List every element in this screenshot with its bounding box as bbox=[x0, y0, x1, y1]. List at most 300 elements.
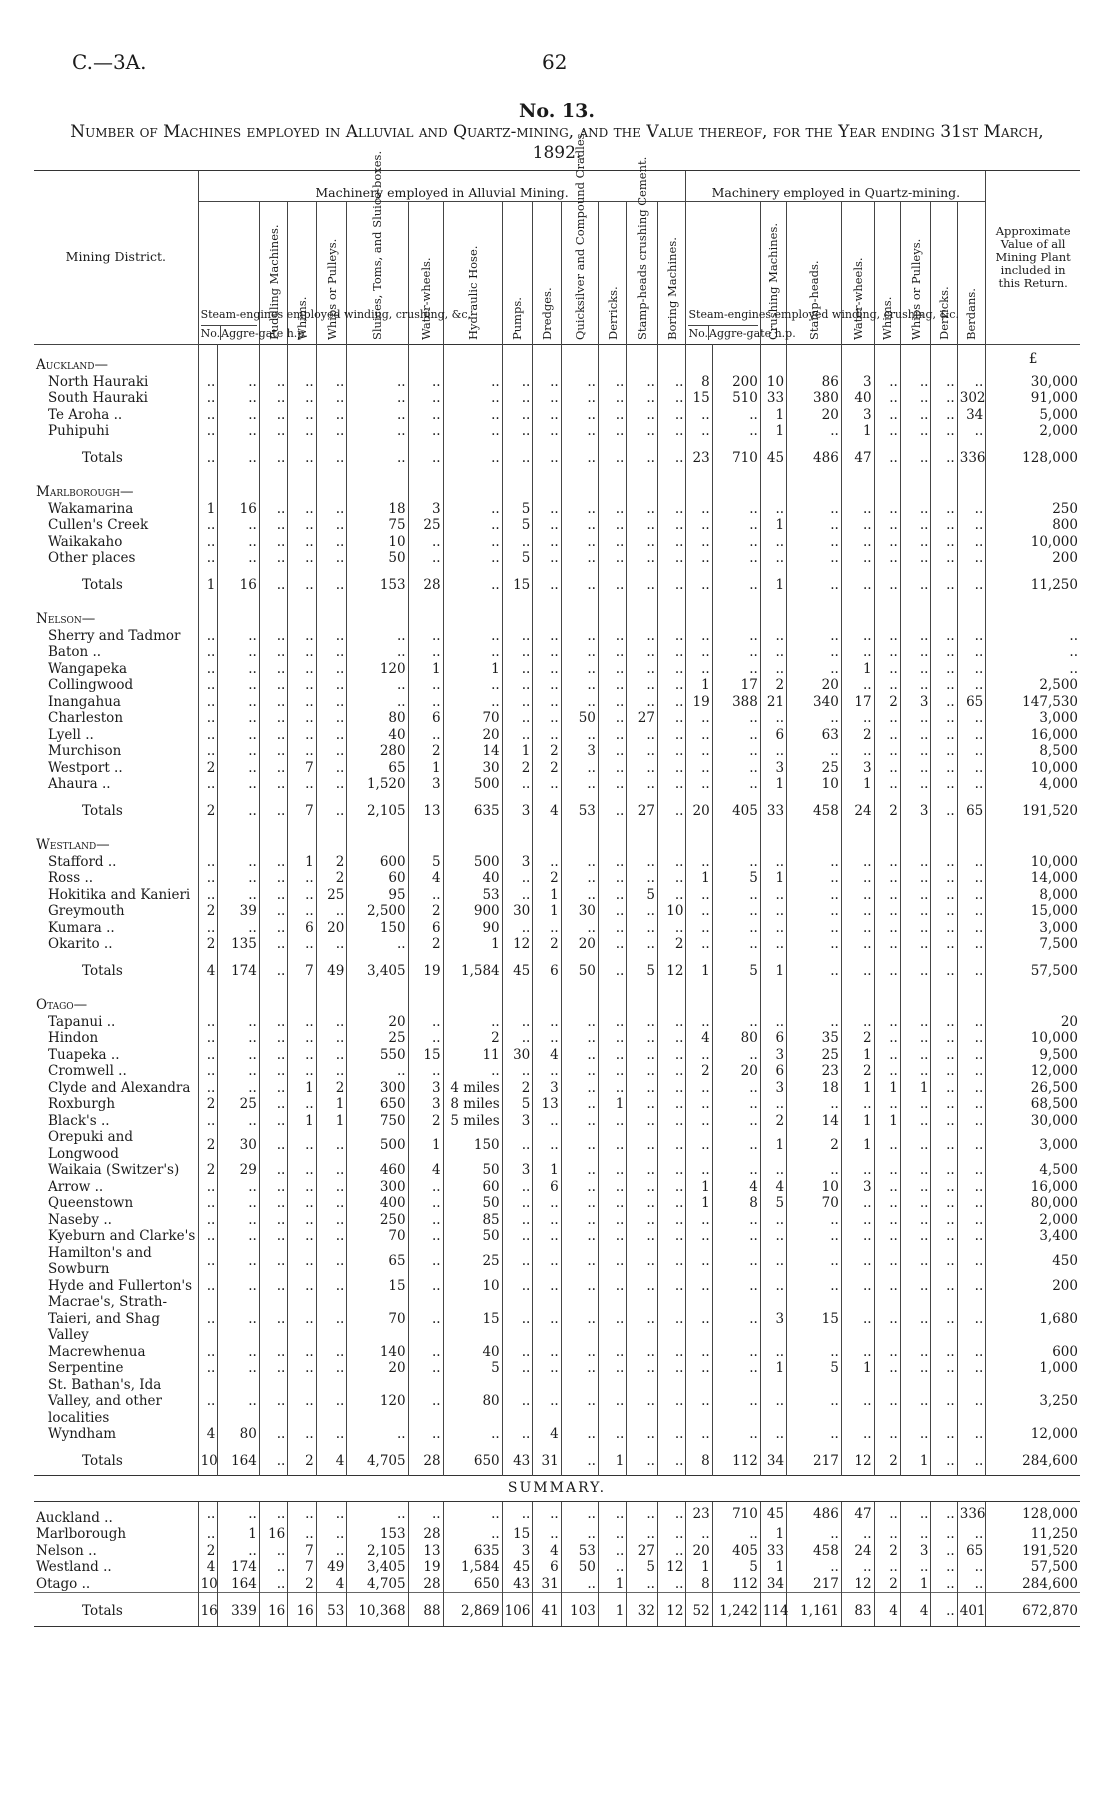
value-cell: 57,500 bbox=[986, 953, 1080, 986]
value-cell: .. bbox=[787, 517, 842, 534]
value-cell: .. bbox=[288, 1162, 316, 1179]
value-cell: .. bbox=[259, 760, 287, 777]
value-cell: 106 bbox=[502, 1593, 533, 1627]
value-cell: .. bbox=[931, 710, 957, 727]
value-cell: .. bbox=[787, 1162, 842, 1179]
value-cell: .. bbox=[347, 407, 408, 424]
value-cell: 191,520 bbox=[986, 1543, 1080, 1560]
value-cell: .. bbox=[288, 710, 316, 727]
value-cell: .. bbox=[218, 534, 260, 551]
empty-cell bbox=[561, 599, 598, 628]
value-cell: .. bbox=[259, 374, 287, 391]
value-cell: .. bbox=[316, 1278, 347, 1295]
value-cell: 95 bbox=[347, 887, 408, 904]
value-cell: .. bbox=[598, 677, 626, 694]
value-cell: .. bbox=[259, 423, 287, 440]
value-cell: 2 bbox=[841, 1030, 874, 1047]
value-cell: .. bbox=[259, 644, 287, 661]
value-cell: 120 bbox=[347, 1377, 408, 1427]
value-cell: .. bbox=[316, 1426, 347, 1443]
value-cell: 710 bbox=[712, 440, 760, 473]
table-row bbox=[34, 1096, 1080, 1113]
empty-cell bbox=[218, 825, 260, 854]
empty-cell bbox=[787, 599, 842, 628]
value-cell: 1 bbox=[760, 776, 786, 793]
value-cell: .. bbox=[787, 1426, 842, 1443]
value-cell: .. bbox=[686, 550, 712, 567]
value-cell: .. bbox=[627, 1443, 658, 1476]
value-cell: .. bbox=[561, 1096, 598, 1113]
value-cell: .. bbox=[931, 776, 957, 793]
value-cell: .. bbox=[657, 550, 686, 567]
value-cell: .. bbox=[561, 1228, 598, 1245]
empty-cell bbox=[561, 345, 598, 374]
value-cell: .. bbox=[627, 1063, 658, 1080]
value-cell: .. bbox=[198, 1047, 218, 1064]
value-cell: .. bbox=[408, 1014, 443, 1031]
value-cell: .. bbox=[561, 1014, 598, 1031]
value-cell: .. bbox=[712, 743, 760, 760]
value-cell: .. bbox=[259, 1344, 287, 1361]
value-cell: 6 bbox=[760, 727, 786, 744]
value-cell: .. bbox=[900, 903, 931, 920]
value-cell: .. bbox=[900, 501, 931, 518]
empty-cell bbox=[900, 825, 931, 854]
value-cell: 4 bbox=[686, 1030, 712, 1047]
value-cell: .. bbox=[198, 1360, 218, 1377]
value-cell: .. bbox=[627, 567, 658, 600]
value-cell: 635 bbox=[443, 793, 502, 826]
value-cell: .. bbox=[288, 501, 316, 518]
value-cell: .. bbox=[598, 501, 626, 518]
table-row bbox=[34, 1030, 1080, 1047]
empty-cell bbox=[874, 345, 900, 374]
value-cell: .. bbox=[259, 1501, 287, 1526]
value-cell: .. bbox=[874, 390, 900, 407]
value-cell: .. bbox=[408, 1179, 443, 1196]
value-cell: 3 bbox=[502, 854, 533, 871]
value-cell: .. bbox=[316, 423, 347, 440]
value-cell: 6 bbox=[533, 1179, 561, 1196]
empty-cell bbox=[931, 472, 957, 501]
value-cell: .. bbox=[686, 517, 712, 534]
value-cell: .. bbox=[598, 1162, 626, 1179]
value-cell: .. bbox=[931, 694, 957, 711]
value-cell: .. bbox=[931, 644, 957, 661]
value-cell: .. bbox=[259, 1195, 287, 1212]
value-cell: .. bbox=[598, 953, 626, 986]
value-cell: 458 bbox=[787, 1543, 842, 1560]
value-cell: .. bbox=[218, 743, 260, 760]
value-cell: 25 bbox=[443, 1245, 502, 1278]
value-cell: 65 bbox=[347, 760, 408, 777]
value-cell: .. bbox=[533, 1113, 561, 1130]
value-cell: .. bbox=[316, 1014, 347, 1031]
value-cell: .. bbox=[316, 776, 347, 793]
value-cell: .. bbox=[787, 550, 842, 567]
empty-cell bbox=[561, 825, 598, 854]
district-cell: Wakamarina bbox=[48, 500, 134, 517]
value-cell: 1 bbox=[288, 1113, 316, 1130]
value-cell: .. bbox=[598, 440, 626, 473]
value-cell: .. bbox=[627, 644, 658, 661]
value-cell: .. bbox=[627, 1377, 658, 1427]
value-cell: 3 bbox=[841, 374, 874, 391]
value-cell: .. bbox=[561, 1344, 598, 1361]
value-cell: 16 bbox=[198, 1593, 218, 1627]
value-cell: .. bbox=[627, 1228, 658, 1245]
value-cell: .. bbox=[627, 694, 658, 711]
value-cell: .. bbox=[316, 661, 347, 678]
value-cell: 486 bbox=[787, 440, 842, 473]
value-cell: 3,405 bbox=[347, 1559, 408, 1576]
value-cell: 17 bbox=[841, 694, 874, 711]
value-cell: .. bbox=[686, 1228, 712, 1245]
table-row bbox=[34, 1212, 1080, 1229]
value-cell: .. bbox=[712, 1212, 760, 1229]
totals-row bbox=[34, 793, 1080, 826]
empty-cell bbox=[986, 599, 1080, 628]
value-cell: .. bbox=[874, 1047, 900, 1064]
value-cell: .. bbox=[874, 1245, 900, 1278]
value-cell: .. bbox=[259, 661, 287, 678]
value-cell: .. bbox=[874, 1526, 900, 1543]
value-cell: 7 bbox=[288, 760, 316, 777]
district-cell: Westland— bbox=[36, 837, 110, 853]
value-cell: .. bbox=[598, 1129, 626, 1162]
value-cell: 83 bbox=[841, 1593, 874, 1627]
value-cell: .. bbox=[561, 661, 598, 678]
value-cell: .. bbox=[874, 1195, 900, 1212]
value-cell: .. bbox=[259, 1559, 287, 1576]
value-cell: .. bbox=[657, 727, 686, 744]
value-cell: 60 bbox=[347, 870, 408, 887]
value-cell: .. bbox=[502, 661, 533, 678]
value-cell: 150 bbox=[443, 1129, 502, 1162]
value-cell: 1 bbox=[686, 677, 712, 694]
value-cell: 128,000 bbox=[986, 1501, 1080, 1526]
value-cell: 200 bbox=[986, 550, 1080, 567]
value-cell: .. bbox=[931, 854, 957, 871]
value-cell: .. bbox=[561, 677, 598, 694]
value-cell: 13 bbox=[533, 1096, 561, 1113]
value-cell: .. bbox=[598, 793, 626, 826]
value-cell: .. bbox=[347, 1426, 408, 1443]
value-cell: .. bbox=[316, 1501, 347, 1526]
value-cell: .. bbox=[957, 1047, 986, 1064]
value-cell: 2 bbox=[841, 1063, 874, 1080]
value-cell: .. bbox=[957, 644, 986, 661]
value-cell: .. bbox=[686, 887, 712, 904]
value-cell: .. bbox=[657, 501, 686, 518]
value-cell: 3,000 bbox=[986, 1129, 1080, 1162]
value-cell: 18 bbox=[347, 501, 408, 518]
value-cell: .. bbox=[874, 407, 900, 424]
value-cell: .. bbox=[900, 1014, 931, 1031]
value-cell: 1 bbox=[900, 1080, 931, 1097]
value-cell: 550 bbox=[347, 1047, 408, 1064]
value-cell: .. bbox=[259, 887, 287, 904]
value-cell: .. bbox=[900, 953, 931, 986]
value-cell: 53 bbox=[561, 1543, 598, 1560]
value-cell: .. bbox=[957, 1179, 986, 1196]
district-cell: Nelson— bbox=[36, 611, 96, 627]
value-cell: 4 bbox=[533, 1543, 561, 1560]
value-cell: .. bbox=[288, 903, 316, 920]
value-cell: .. bbox=[787, 1526, 842, 1543]
empty-cell bbox=[598, 345, 626, 374]
value-cell: 8 bbox=[686, 374, 712, 391]
value-cell: 16 bbox=[259, 1593, 287, 1627]
value-cell: 10 bbox=[198, 1443, 218, 1476]
value-cell: 2 bbox=[533, 760, 561, 777]
value-cell: 50 bbox=[443, 1228, 502, 1245]
value-cell: .. bbox=[712, 1113, 760, 1130]
value-cell: .. bbox=[627, 1080, 658, 1097]
empty-cell bbox=[443, 599, 502, 628]
value-cell: .. bbox=[686, 1113, 712, 1130]
value-cell: .. bbox=[931, 1096, 957, 1113]
value-cell: .. bbox=[900, 517, 931, 534]
table-row bbox=[34, 374, 1080, 391]
value-cell: .. bbox=[198, 407, 218, 424]
value-cell: .. bbox=[931, 1377, 957, 1427]
empty-cell bbox=[443, 472, 502, 501]
empty-cell bbox=[712, 345, 760, 374]
value-cell: .. bbox=[316, 1179, 347, 1196]
value-cell: .. bbox=[198, 1228, 218, 1245]
value-cell: .. bbox=[598, 567, 626, 600]
value-cell: .. bbox=[657, 1212, 686, 1229]
value-cell: .. bbox=[533, 1063, 561, 1080]
empty-cell bbox=[627, 345, 658, 374]
value-cell: 4,705 bbox=[347, 1443, 408, 1476]
value-cell: .. bbox=[408, 407, 443, 424]
value-cell: .. bbox=[874, 1377, 900, 1427]
value-cell: .. bbox=[900, 1360, 931, 1377]
value-cell: .. bbox=[561, 1443, 598, 1476]
value-cell: .. bbox=[657, 628, 686, 645]
empty-cell bbox=[957, 985, 986, 1014]
district-cell: Macrewhenua bbox=[48, 1343, 146, 1360]
value-cell: .. bbox=[841, 1559, 874, 1576]
value-cell: 280 bbox=[347, 743, 408, 760]
value-cell: .. bbox=[288, 743, 316, 760]
value-cell: .. bbox=[900, 1096, 931, 1113]
empty-cell bbox=[686, 472, 712, 501]
value-cell: 31 bbox=[533, 1443, 561, 1476]
value-cell: .. bbox=[259, 407, 287, 424]
value-cell: 400 bbox=[347, 1195, 408, 1212]
value-cell: .. bbox=[657, 854, 686, 871]
value-cell: .. bbox=[316, 1543, 347, 1560]
value-cell: .. bbox=[259, 501, 287, 518]
value-cell: .. bbox=[408, 1278, 443, 1295]
value-cell: .. bbox=[900, 1047, 931, 1064]
value-cell: 21 bbox=[760, 694, 786, 711]
district-cell: Kyeburn and Clarke's bbox=[48, 1228, 196, 1244]
value-cell: .. bbox=[533, 710, 561, 727]
value-cell: .. bbox=[986, 661, 1080, 678]
value-cell: .. bbox=[259, 953, 287, 986]
value-cell: .. bbox=[627, 776, 658, 793]
value-cell: .. bbox=[533, 1228, 561, 1245]
value-cell: .. bbox=[657, 1245, 686, 1278]
district-cell: Greymouth bbox=[48, 903, 125, 919]
value-cell: .. bbox=[288, 677, 316, 694]
value-cell: 2 bbox=[198, 793, 218, 826]
value-cell: .. bbox=[657, 1344, 686, 1361]
district-cell: Westport .. bbox=[48, 759, 123, 776]
value-cell: .. bbox=[686, 854, 712, 871]
value-cell: .. bbox=[931, 661, 957, 678]
district-cell: Okarito .. bbox=[48, 936, 113, 952]
empty-cell bbox=[787, 345, 842, 374]
value-cell: 15 bbox=[443, 1294, 502, 1344]
value-cell: .. bbox=[657, 870, 686, 887]
value-cell: 1 bbox=[841, 1080, 874, 1097]
value-cell: 3 bbox=[502, 1543, 533, 1560]
value-cell: .. bbox=[259, 727, 287, 744]
value-cell: .. bbox=[712, 1526, 760, 1543]
table-row bbox=[34, 1113, 1080, 1130]
value-cell: .. bbox=[316, 1212, 347, 1229]
value-cell: 2 bbox=[198, 1096, 218, 1113]
value-cell: 4 bbox=[316, 1576, 347, 1593]
value-cell: .. bbox=[598, 661, 626, 678]
value-cell: .. bbox=[627, 628, 658, 645]
value-cell: 302 bbox=[957, 390, 986, 407]
value-cell: .. bbox=[288, 694, 316, 711]
empty-cell bbox=[957, 825, 986, 854]
value-cell: .. bbox=[259, 1245, 287, 1278]
empty-cell bbox=[288, 472, 316, 501]
value-cell: 3 bbox=[533, 1080, 561, 1097]
value-cell: .. bbox=[259, 1030, 287, 1047]
table-row bbox=[34, 1129, 1080, 1162]
value-cell: .. bbox=[931, 1129, 957, 1162]
value-cell: .. bbox=[598, 1014, 626, 1031]
value-cell: .. bbox=[627, 760, 658, 777]
value-cell: .. bbox=[931, 407, 957, 424]
value-cell: .. bbox=[787, 501, 842, 518]
empty-cell bbox=[657, 825, 686, 854]
value-cell: .. bbox=[874, 374, 900, 391]
value-cell: .. bbox=[408, 677, 443, 694]
value-cell: 1 bbox=[760, 407, 786, 424]
value-cell: .. bbox=[218, 1377, 260, 1427]
value-cell: .. bbox=[657, 644, 686, 661]
summary-row bbox=[34, 1543, 1080, 1560]
value-cell: .. bbox=[712, 1426, 760, 1443]
value-cell: .. bbox=[900, 534, 931, 551]
value-cell: .. bbox=[598, 710, 626, 727]
value-cell: .. bbox=[443, 534, 502, 551]
value-cell: .. bbox=[931, 374, 957, 391]
alluvial-col-8-header bbox=[561, 129, 598, 345]
value-cell: .. bbox=[259, 920, 287, 937]
value-cell: .. bbox=[686, 1129, 712, 1162]
value-cell: .. bbox=[760, 1426, 786, 1443]
value-cell: .. bbox=[627, 1129, 658, 1162]
table-row bbox=[34, 1047, 1080, 1064]
value-cell: .. bbox=[259, 1294, 287, 1344]
value-cell: .. bbox=[288, 1278, 316, 1295]
alluvial-col-9-header-text: Derricks. bbox=[605, 286, 620, 340]
value-cell: .. bbox=[198, 854, 218, 871]
value-cell: .. bbox=[787, 644, 842, 661]
value-cell: 16 bbox=[288, 1593, 316, 1627]
value-cell: .. bbox=[259, 694, 287, 711]
value-cell: 14 bbox=[787, 1113, 842, 1130]
value-cell: 45 bbox=[760, 440, 786, 473]
value-cell: .. bbox=[657, 567, 686, 600]
table-row bbox=[34, 710, 1080, 727]
empty-cell bbox=[931, 345, 957, 374]
value-cell: 5 bbox=[712, 870, 760, 887]
value-cell: .. bbox=[957, 920, 986, 937]
value-cell: .. bbox=[198, 661, 218, 678]
value-cell: .. bbox=[533, 501, 561, 518]
totals-row bbox=[34, 1443, 1080, 1476]
value-cell: 47 bbox=[841, 440, 874, 473]
value-cell: 8 miles bbox=[443, 1096, 502, 1113]
value-cell: 380 bbox=[787, 390, 842, 407]
alluvial-col-1-header-text: Whims. bbox=[295, 296, 309, 340]
group-header-row bbox=[34, 472, 1080, 501]
value-cell: .. bbox=[598, 1113, 626, 1130]
value-cell: .. bbox=[502, 1360, 533, 1377]
value-cell: 1 bbox=[760, 517, 786, 534]
value-cell: .. bbox=[841, 1195, 874, 1212]
value-cell: .. bbox=[931, 743, 957, 760]
value-cell: .. bbox=[657, 1360, 686, 1377]
district-cell: Hokitika and Kanieri bbox=[48, 886, 191, 903]
table-row bbox=[34, 694, 1080, 711]
value-cell: 4 bbox=[198, 1559, 218, 1576]
value-cell: .. bbox=[657, 1543, 686, 1560]
empty-cell bbox=[502, 985, 533, 1014]
value-cell: .. bbox=[657, 1294, 686, 1344]
district-cell: Marlborough bbox=[36, 1526, 127, 1542]
value-cell: .. bbox=[533, 1129, 561, 1162]
value-cell: .. bbox=[931, 440, 957, 473]
value-cell: .. bbox=[533, 628, 561, 645]
alluvial-col-11-header-text: Boring Machines. bbox=[664, 237, 679, 340]
value-cell: .. bbox=[957, 743, 986, 760]
summary-header-row bbox=[34, 1476, 1080, 1502]
value-cell: 1 bbox=[900, 1576, 931, 1593]
value-cell: .. bbox=[957, 567, 986, 600]
value-cell: .. bbox=[598, 1063, 626, 1080]
value-cell: .. bbox=[288, 776, 316, 793]
empty-cell bbox=[316, 472, 347, 501]
value-cell: .. bbox=[259, 1426, 287, 1443]
empty-cell bbox=[841, 985, 874, 1014]
value-cell: .. bbox=[198, 1080, 218, 1097]
value-cell: .. bbox=[760, 854, 786, 871]
value-cell: .. bbox=[900, 743, 931, 760]
district-cell: Hyde and Fullerton's bbox=[48, 1277, 193, 1294]
value-cell: .. bbox=[561, 407, 598, 424]
value-cell: .. bbox=[760, 501, 786, 518]
value-cell: .. bbox=[198, 440, 218, 473]
empty-cell bbox=[627, 825, 658, 854]
empty-cell bbox=[986, 472, 1080, 501]
value-cell: 10 bbox=[347, 534, 408, 551]
value-cell: 23 bbox=[686, 440, 712, 473]
value-cell: 2,105 bbox=[347, 1543, 408, 1560]
